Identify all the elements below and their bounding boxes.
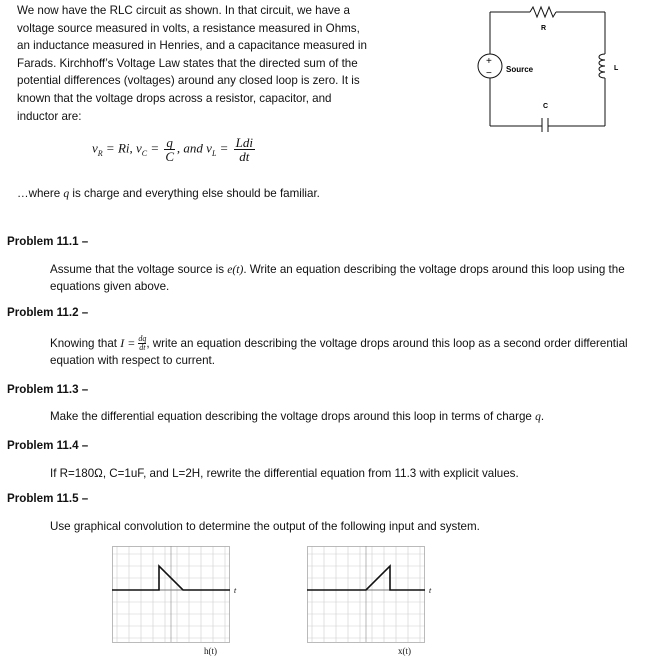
eq-and-text: , and v <box>176 140 212 156</box>
problem-11-3-text <box>50 408 645 425</box>
where-clause <box>17 187 320 200</box>
eq-equals-2: = <box>216 140 232 156</box>
problem-11-1-heading: Problem 11.1 – <box>7 235 89 248</box>
problem-11-5-text: Use graphical convolution to determine the output of the following input and system. <box>50 520 480 533</box>
intro-line: potential differences (voltages) around any closed loop is zero. It is <box>17 74 360 88</box>
eq-q-over-c <box>164 136 175 163</box>
resistor-zigzag <box>530 7 556 17</box>
eq-dt: dt <box>239 149 250 164</box>
problem-11-2-text-a: Knowing that <box>50 337 121 350</box>
intro-line: an inductance measured in Henries, and a capacitance measured in <box>17 39 367 53</box>
frac-dt: dt <box>139 343 146 353</box>
problem-11-4-heading: Problem 11.4 – <box>7 439 89 452</box>
source-label: Source <box>506 65 534 74</box>
inductor-label: L <box>614 65 619 72</box>
where-before: …where <box>17 187 64 200</box>
inductor-coil <box>599 54 605 78</box>
intro-paragraph <box>17 2 389 125</box>
problem-11-1-text-b: . Write an equation describing the voltage drops around this loop using the equations given above. <box>50 263 625 294</box>
resistor-label: R <box>541 25 547 32</box>
problem-11-5-heading: Problem 11.5 – <box>7 492 89 505</box>
problem-11-3-var: q <box>535 410 541 423</box>
source-minus-sign: − <box>486 68 492 79</box>
problem-11-3-text-b: . <box>540 410 545 423</box>
voltage-drop-equation <box>92 136 257 163</box>
problem-11-2-var: I = <box>120 336 139 350</box>
problem-11-2-heading: Problem 11.2 – <box>7 306 89 319</box>
intro-line: Farads. Kirchhoff’s Voltage Law states that the directed sum of the <box>17 56 358 70</box>
intro-line: known that the voltage drops across a resistor, capacitor, and <box>17 91 332 105</box>
problem-11-2-text-b: , write an equation describing the voltage drops around this loop as a second order differential equation with respect to current. <box>50 337 628 368</box>
capacitor-label: C <box>543 103 549 110</box>
eq-vc-sub: C <box>141 149 148 159</box>
eq-c: C <box>165 149 174 164</box>
eq-vr-sub: R <box>97 149 103 159</box>
problem-11-1-text <box>50 261 645 295</box>
intro-line: We now have the RLC circuit as shown. In that circuit, we have a <box>17 4 350 17</box>
eq-vr-rhs: = Ri, v <box>102 140 142 156</box>
rlc-circuit-diagram <box>470 0 630 132</box>
eq-ldi-over-dt <box>234 136 255 163</box>
problem-11-1-text-a: Assume that the voltage source is <box>50 263 228 276</box>
eq-equals-1: = <box>147 140 163 156</box>
problem-11-2-text <box>50 335 645 370</box>
plot-h-label: h(t) <box>204 646 217 656</box>
where-var: q <box>63 187 70 200</box>
eq-vl-sub: L <box>211 149 217 159</box>
frac-dq: dq <box>138 334 147 344</box>
eq-vr: v <box>92 140 98 156</box>
source-plus-sign: + <box>486 56 492 67</box>
where-after: is charge and everything else should be familiar. <box>69 187 320 200</box>
eq-q: q <box>166 135 173 150</box>
plot-x-t-label: t <box>429 586 432 595</box>
intro-line: voltage source measured in volts, a resistance measured in Ohms, <box>17 21 360 35</box>
intro-line: inductor are: <box>17 109 82 123</box>
problem-11-3-text-a: Make the differential equation describing the voltage drops around this loop in terms of charge <box>50 410 536 423</box>
plot-h-of-t <box>112 546 242 644</box>
plot-x-of-t <box>307 546 437 644</box>
eq-ldi: Ldi <box>235 135 254 150</box>
plot-x-label: x(t) <box>398 646 411 656</box>
problem-11-1-var: e(t) <box>227 263 244 276</box>
plot-h-t-label: t <box>234 586 237 595</box>
problem-11-4-text: If R=180Ω, C=1uF, and L=2H, rewrite the differential equation from 11.3 with explicit values. <box>50 467 519 480</box>
problem-11-3-heading: Problem 11.3 – <box>7 383 89 396</box>
